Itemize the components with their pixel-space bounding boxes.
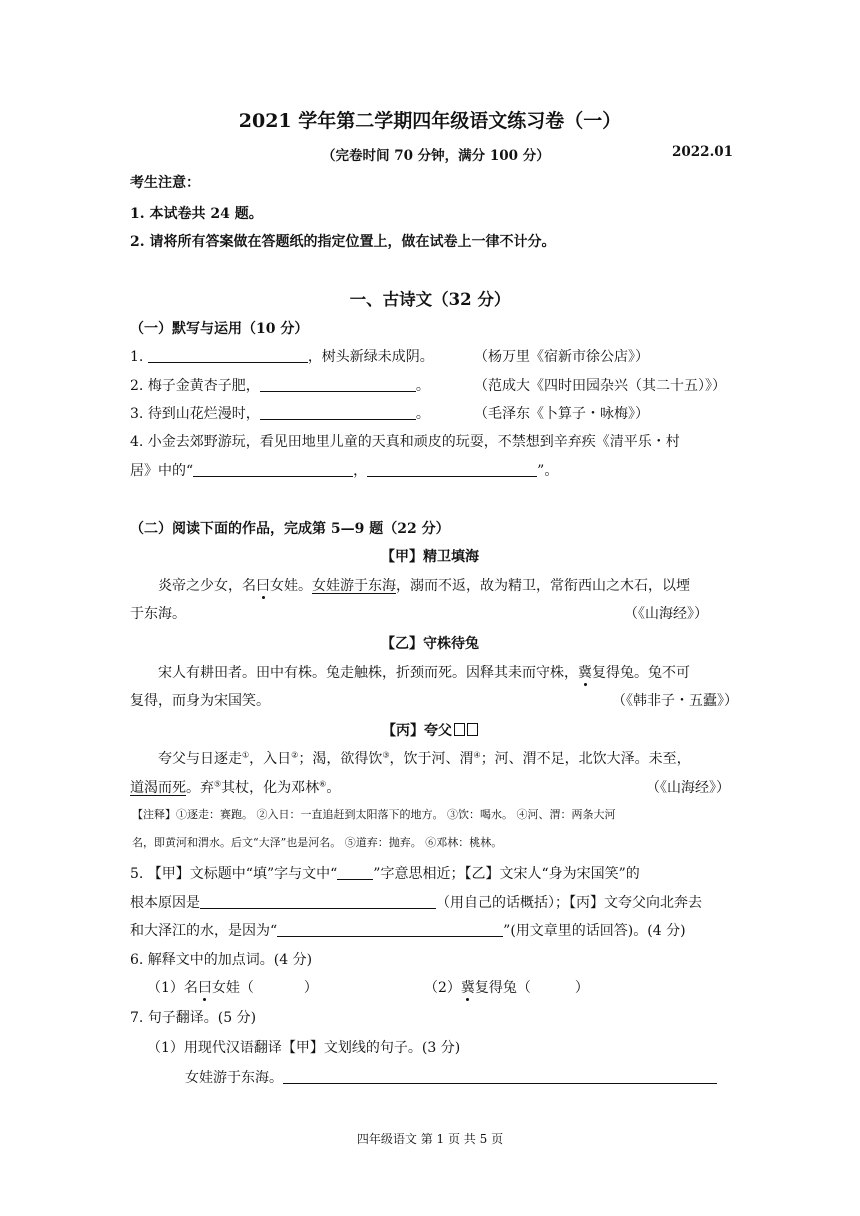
dotted-word: 曰 — [256, 578, 270, 594]
footnote-mark: ⑤ — [214, 779, 222, 789]
question-6-title: 6. 解释文中的加点词。(4 分) — [130, 952, 313, 968]
question-5-line-3 — [130, 920, 686, 940]
question-2-number: 2. — [130, 378, 144, 394]
dotted-word: 冀 — [460, 980, 475, 996]
question-5-text: ”字意思相近；【乙】文宋人“身为宋国笑”的 — [373, 866, 640, 882]
question-5-line-1 — [130, 863, 640, 883]
question-7-text: 女娃游于东海。 — [185, 1070, 283, 1086]
passage-b-title: 【乙】守株待兔 — [381, 636, 479, 652]
passage-text: ；渴，欲得饮 — [298, 751, 383, 767]
question-1-text: ，树头新绿未成阴。 — [307, 349, 434, 365]
passage-a-line-1 — [158, 575, 690, 595]
answer-blank — [148, 348, 308, 363]
answer-blank — [193, 462, 353, 477]
passage-text: 炎帝之少女，名 — [158, 578, 256, 594]
question-7-title: 7. 句子翻译。(5 分) — [130, 1010, 257, 1026]
question-1 — [130, 346, 434, 366]
question-6-text: 复得兔（ — [474, 980, 531, 996]
question-6-text: ） — [574, 980, 589, 996]
question-6-text: （2） — [424, 980, 461, 996]
passage-c-title — [0, 720, 860, 740]
part1-title: （一）默写与运用（10 分） — [130, 321, 309, 337]
passage-text: 。 — [326, 780, 341, 796]
question-2 — [130, 375, 430, 395]
question-7-sub-1: （1）用现代汉语翻译【甲】文划线的句子。(3 分) — [147, 1040, 461, 1056]
page-footer: 四年级语文 第 1 页 共 5 页 — [356, 1132, 504, 1146]
question-7-sentence — [185, 1067, 717, 1087]
question-5-text: ”(用文章里的话回答)。(4 分) — [503, 923, 686, 939]
question-6-text: 女娃（ — [211, 980, 254, 996]
question-4-text: 居》中的“ — [130, 463, 194, 479]
answer-blank — [260, 377, 416, 392]
passage-text: ；河、渭不足，北饮大泽。未至， — [480, 751, 691, 767]
dotted-word: 冀 — [578, 665, 592, 681]
answer-blank — [200, 894, 436, 909]
answer-blank — [367, 462, 537, 477]
question-1-number: 1. — [130, 349, 144, 365]
answer-blank — [337, 865, 373, 880]
passage-text: ，入日 — [249, 751, 292, 767]
passage-b-line-1 — [158, 662, 690, 682]
missing-glyph-icon — [454, 723, 465, 736]
question-3-source: （毛泽东《卜算子・咏梅》） — [474, 406, 649, 422]
question-6-item-2 — [424, 977, 589, 997]
notice-heading: 考生注意： — [130, 175, 200, 191]
part2-title: （二）阅读下面的作品，完成第 5—9 题（22 分） — [130, 521, 450, 537]
passage-b-line-2: 复得，而身为宋国笑。 — [130, 693, 270, 709]
passage-a-line-2: 于东海。 — [130, 606, 186, 622]
question-2-text: 梅子金黄杏子肥， — [147, 378, 260, 394]
notes-line-1: 【注释】①逐走：赛跑。 ②入日：一直追赶到太阳落下的地方。 ③饮：喝水。 ④河、渭：两条大河 — [132, 808, 616, 821]
question-3-text: 待到山花烂漫时， — [147, 406, 260, 422]
question-6-item-1 — [147, 977, 318, 997]
exam-subtitle: （完卷时间 70 分钟，满分 100 分） — [322, 148, 550, 164]
question-4-line-2 — [130, 460, 558, 480]
question-5-text: 根本原因是 — [130, 895, 200, 911]
question-4-text: ”。 — [537, 463, 559, 479]
answer-blank — [277, 922, 503, 937]
notice-item-1: 1. 本试卷共 24 题。 — [130, 206, 263, 222]
question-6-text: （1）名 — [147, 980, 198, 996]
dotted-word: 曰 — [197, 980, 212, 996]
section-title: 一、古诗文（32 分） — [349, 290, 511, 309]
question-3-end: 。 — [415, 406, 430, 422]
footnote-mark: ③ — [382, 750, 390, 760]
question-4-text: ， — [353, 463, 368, 479]
passage-text: ，饮于河、渭 — [389, 751, 474, 767]
question-3 — [130, 403, 430, 423]
exam-date: 2022.01 — [672, 144, 734, 160]
question-4-line-1: 4. 小金去郊野游玩，看见田地里儿童的天真和顽皮的玩耍，不禁想到辛弃疾《清平乐・村 — [130, 434, 680, 450]
notes-line-2: 名，即黄河和渭水。后文“大泽”也是河名。 ⑤道弃：抛弃。 ⑥邓林：桃林。 — [132, 836, 503, 849]
question-5-line-2 — [130, 892, 702, 912]
footnote-mark: ① — [242, 750, 250, 760]
underlined-sentence: 道渴而死 — [130, 780, 186, 796]
answer-blank — [283, 1069, 717, 1084]
passage-text: 夸父与日逐走 — [158, 751, 242, 767]
passage-b-source: （《韩非子・五蠹》） — [612, 693, 738, 709]
passage-text: 宋人有耕田者。田中有株。兔走触株，折颈而死。因释其耒而守株， — [158, 665, 578, 681]
question-5-text: （用自己的话概括）；【丙】文夸父向北奔去 — [436, 895, 702, 911]
footnote-mark: ④ — [473, 750, 481, 760]
passage-a-source: （《山海经》） — [624, 606, 708, 622]
passage-text: 其杖，化为邓林 — [221, 780, 320, 796]
question-2-end: 。 — [415, 378, 430, 394]
question-1-source: （杨万里《宿新市徐公店》） — [474, 349, 649, 365]
question-5-text: 5. 【甲】文标题中“填”字与文中“ — [130, 866, 338, 882]
passage-c-source: （《山海经》） — [646, 780, 730, 796]
passage-c-title-text: 【丙】夸父 — [382, 723, 452, 739]
underlined-sentence: 女娃游于东海 — [312, 578, 396, 594]
question-3-number: 3. — [130, 406, 144, 422]
passage-text: 。弃 — [186, 780, 214, 796]
question-6-text: ） — [303, 980, 318, 996]
footnote-mark: ⑥ — [319, 779, 327, 789]
footnote-mark: ② — [291, 750, 299, 760]
passage-text: 复得兔。兔不可 — [592, 665, 690, 681]
notice-item-2: 2. 请将所有答案做在答题纸的指定位置上，做在试卷上一律不计分。 — [130, 234, 556, 250]
answer-blank — [260, 405, 416, 420]
passage-a-title: 【甲】精卫填海 — [381, 549, 479, 565]
passage-text: 女娃。 — [270, 578, 312, 594]
passage-c-line-2 — [130, 777, 340, 797]
missing-glyph-icon — [467, 723, 478, 736]
passage-c-line-1 — [158, 748, 691, 768]
question-2-source: （范成大《四时田园杂兴（其二十五）》） — [474, 378, 726, 394]
passage-text: ，溺而不返，故为精卫，常衔西山之木石，以堙 — [396, 578, 690, 594]
question-5-text: 和大泽江的水，是因为“ — [130, 923, 278, 939]
exam-title: 2021 学年第二学期四年级语文练习卷（一） — [238, 110, 622, 132]
